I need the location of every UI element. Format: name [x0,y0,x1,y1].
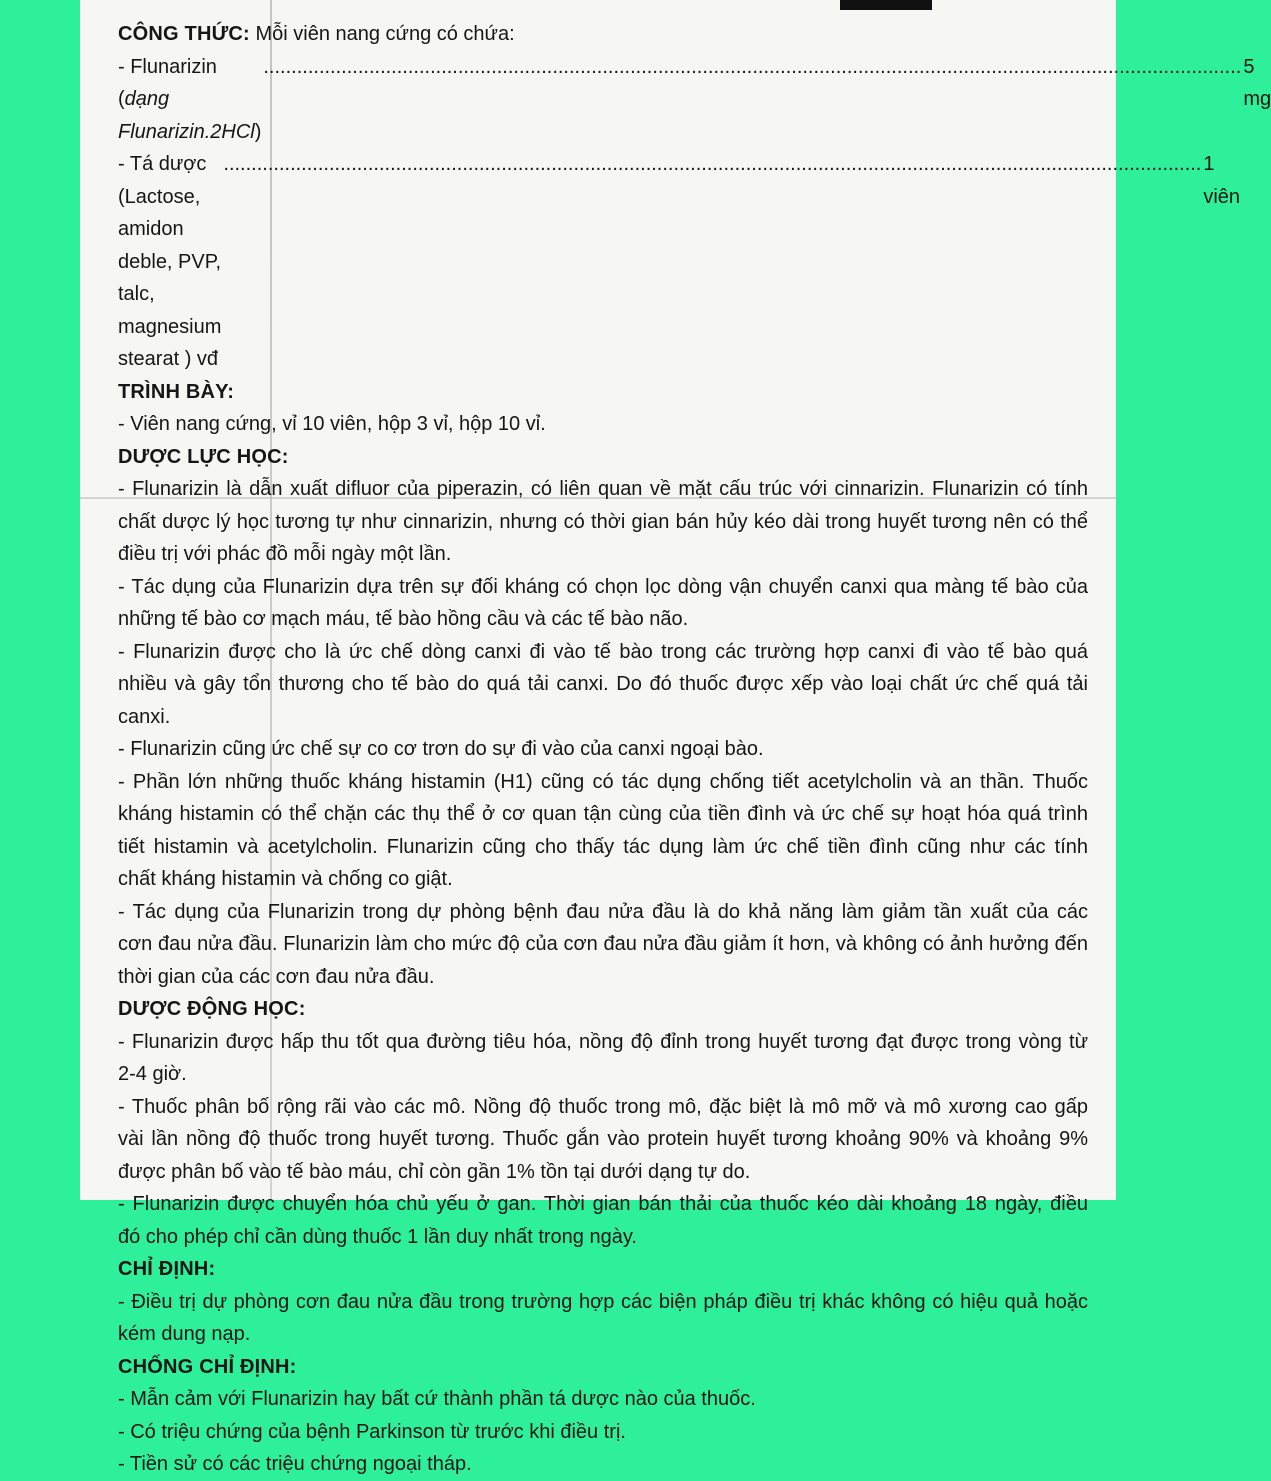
text-line: - Mẫn cảm với Flunarizin hay bất cứ thành phần tá dược nào của thuốc. [118,1388,756,1410]
heading-duoc-dong-hoc: DƯỢC ĐỘNG HỌC: [118,998,306,1020]
text-line: tiết histamin và acetylcholin. Flunarizin cũng cho thấy tác dụng làm ức chế tiền đình cũng như các tính [118,835,1088,858]
text-line: kháng histamin có thể chặn các thụ thể ở cơ quan tận cùng của tiền đình và ức chế sự hoạt hóa quá trình [118,803,1088,825]
text-line: - Tác dụng của Flunarizin dựa trên sự đối kháng có chọn lọc dòng vận chuyển canxi qua màng tế bào của [118,575,1088,598]
top-black-bar [840,0,932,10]
excipient-amount: 1 viên [1203,153,1241,208]
text-line: - Phần lớn những thuốc kháng histamin (H1) cũng có tác dụng chống tiết acetylcholin và an thần. Thuốc [118,770,1088,793]
text-line: - Flunarizin được cho là ức chế dòng canxi đi vào tế bào trong các trường hợp canxi đi vào tế bào quá [118,640,1088,663]
text-line: nhiều và gây tổn thương cho tế bào do quá tải canxi. Do đó thuốc được xếp vào loại chất ức chế quá tải [118,673,1088,695]
ingredient-row [118,51,1271,149]
text-line: kém dung nạp. [118,1323,251,1345]
text-line: - Tác dụng của Flunarizin trong dự phòng bệnh đau nửa đầu là do khả năng làm giảm tần xuất của các [118,900,1088,923]
cong-thuc-intro: Mỗi viên nang cứng có chứa: [249,23,515,45]
text-line: canxi. [118,705,171,728]
text-line: những tế bào cơ mạch máu, tế bào hồng cầu và các tế bào não. [118,608,689,630]
leader-dots [263,51,1241,84]
text-line: - Flunarizin là dẫn xuất difluor của piperazin, có liên quan về mặt cấu trúc với cinnarizin. Flunarizin có tính [118,478,1088,500]
text-line: - Điều trị dự phòng cơn đau nửa đầu trong trường hợp các biện pháp điều trị khác không có hiệu quả hoặc [118,1290,1088,1313]
cong-thuc-line [118,18,1088,51]
excipient-label: - Tá dược (Lactose, amidon deble, PVP, talc, magnesium stearat ) vđ [118,153,222,370]
text-line: đó cho phép chỉ cần dùng thuốc 1 lần duy nhất trong ngày. [118,1225,637,1248]
text-line: - Tiền sử có các triệu chứng ngoại tháp. [118,1453,472,1475]
trinh-bay-line: - Viên nang cứng, vỉ 10 viên, hộp 3 vỉ, hộp 10 vỉ. [118,413,546,435]
text-line: - Flunarizin được hấp thu tốt qua đường tiêu hóa, nồng độ đỉnh trong huyết tương đạt được trong vòng từ [118,1030,1088,1053]
ingredient-prefix: - Flunarizin ( [118,55,217,110]
text-line: - Flunarizin cũng ức chế sự co cơ trơn do sự đi vào của canxi ngoại bào. [118,738,764,760]
ingredient-suffix: ) [254,120,262,143]
text-line: - Thuốc phân bố rộng rãi vào các mô. Nồng độ thuốc trong mô, đặc biệt là mô mỡ và mô xương cao gấp [118,1095,1088,1118]
text-line: thời gian của các cơn đau nửa đầu. [118,965,435,988]
ingredient-form: dạng Flunarizin.2HCl [118,88,255,143]
text-line: vài lần nồng độ thuốc trong huyết tương. Thuốc gắn vào protein huyết tương khoảng 90% và khoảng 9% [118,1128,1088,1150]
text-line: điều trị với phác đồ mỗi ngày một lần. [118,543,452,565]
heading-trinh-bay: TRÌNH BÀY: [118,380,235,403]
ingredient-amount: 5 mg [1243,55,1271,110]
text-line: chất kháng histamin và chống co giật. [118,868,453,890]
leaflet-page [80,0,1271,1475]
heading-duoc-luc-hoc: DƯỢC LỰC HỌC: [118,445,289,468]
text-line: 2-4 giờ. [118,1063,187,1085]
leader-dots [223,148,1201,181]
text-line: được phân bố vào tế bào máu, chỉ còn gần 1% tồn tại dưới dạng tự do. [118,1160,751,1183]
ingredient-row [118,148,1241,376]
leaflet-text [118,18,1271,1481]
text-line: cơn đau nửa đầu. Flunarizin làm cho mức độ của cơn đau nửa đầu giảm ít hơn, và không có ảnh hưởng đến [118,933,1088,955]
text-line: - Có triệu chứng của bệnh Parkinson từ trước khi điều trị. [118,1420,626,1443]
heading-chi-dinh: CHỈ ĐỊNH: [118,1258,216,1280]
text-line: - Flunarizin được chuyển hóa chủ yếu ở gan. Thời gian bán thải của thuốc kéo dài khoảng 18 ngày, điều [118,1193,1088,1215]
text-line: chất dược lý học tương tự như cinnarizin, nhưng có thời gian bán hủy kéo dài trong huyết tương nên có thể [118,510,1088,533]
heading-cong-thuc: CÔNG THỨC: [118,23,250,45]
heading-chong-chi-dinh: CHỐNG CHỈ ĐỊNH: [118,1355,297,1378]
